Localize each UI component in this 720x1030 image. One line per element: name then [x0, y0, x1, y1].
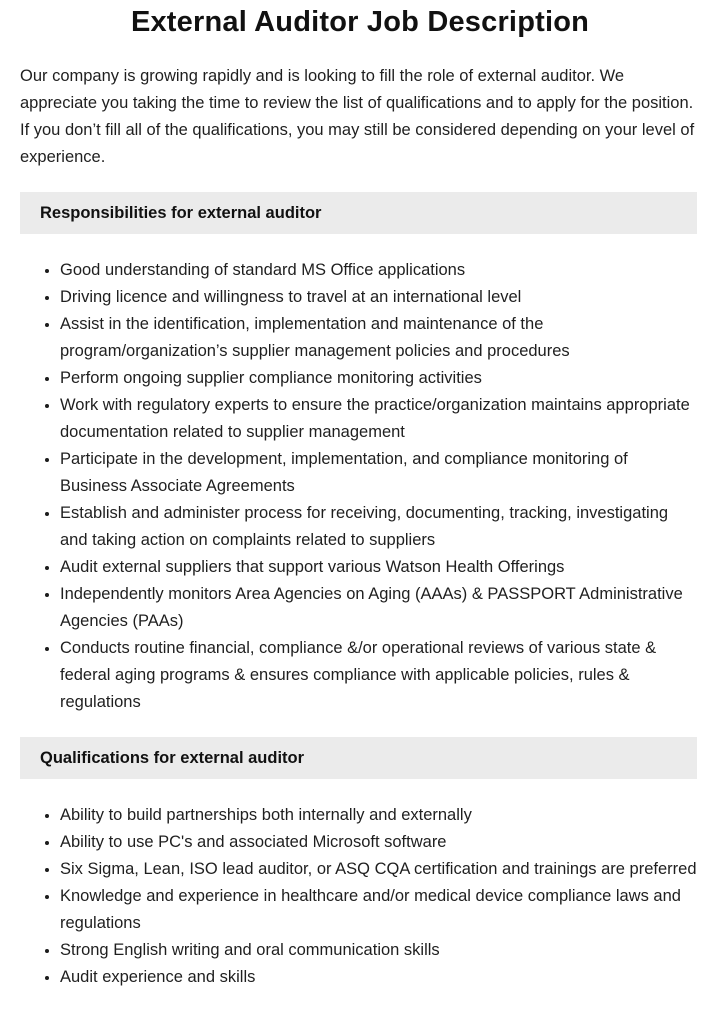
list-item: • Conducts routine financial, compliance &/or operational reviews of various state & federal aging programs & ensures compliance with applicable policies, rules & regulations — [60, 635, 697, 716]
list-item: • Audit experience and skills — [60, 964, 697, 991]
list-item: • Perform ongoing supplier compliance monitoring activities — [60, 365, 697, 392]
responsibilities-heading: Responsibilities for external auditor — [40, 203, 322, 222]
list-item: • Strong English writing and oral communication skills — [60, 937, 697, 964]
qualifications-list — [20, 802, 697, 991]
qualifications-section-header — [20, 737, 697, 779]
list-item: • Participate in the development, implementation, and compliance monitoring of Business Associate Agreements — [60, 446, 697, 500]
list-item: • Six Sigma, Lean, ISO lead auditor, or ASQ CQA certification and trainings are preferred — [60, 856, 697, 883]
list-item: • Independently monitors Area Agencies on Aging (AAAs) & PASSPORT Administrative Agencies (PAAs) — [60, 581, 697, 635]
list-item: • Ability to use PC's and associated Microsoft software — [60, 829, 697, 856]
intro-paragraph: Our company is growing rapidly and is looking to fill the role of external auditor. We appreciate you taking the time to review the list of qualifications and to apply for the position. If you don’t fill all of the qualifications, you may still be considered depending on your level of experience. — [20, 67, 695, 166]
responsibilities-section-header — [20, 192, 697, 234]
responsibilities-list — [20, 257, 697, 716]
page-title: External Auditor Job Description — [130, 6, 590, 38]
list-item: • Good understanding of standard MS Office applications — [60, 257, 697, 284]
list-item: • Establish and administer process for receiving, documenting, tracking, investigating and taking action on complaints related to suppliers — [60, 500, 697, 554]
list-item: • Ability to build partnerships both internally and externally — [60, 802, 697, 829]
list-item: • Assist in the identification, implementation and maintenance of the program/organization’s supplier management policies and procedures — [60, 311, 697, 365]
qualifications-heading: Qualifications for external auditor — [40, 748, 305, 767]
list-item: • Audit external suppliers that support various Watson Health Offerings — [60, 554, 697, 581]
list-item: • Knowledge and experience in healthcare and/or medical device compliance laws and regulations — [60, 883, 697, 937]
list-item: • Work with regulatory experts to ensure the practice/organization maintains appropriate documentation related to supplier management — [60, 392, 697, 446]
list-item: • Driving licence and willingness to travel at an international level — [60, 284, 697, 311]
